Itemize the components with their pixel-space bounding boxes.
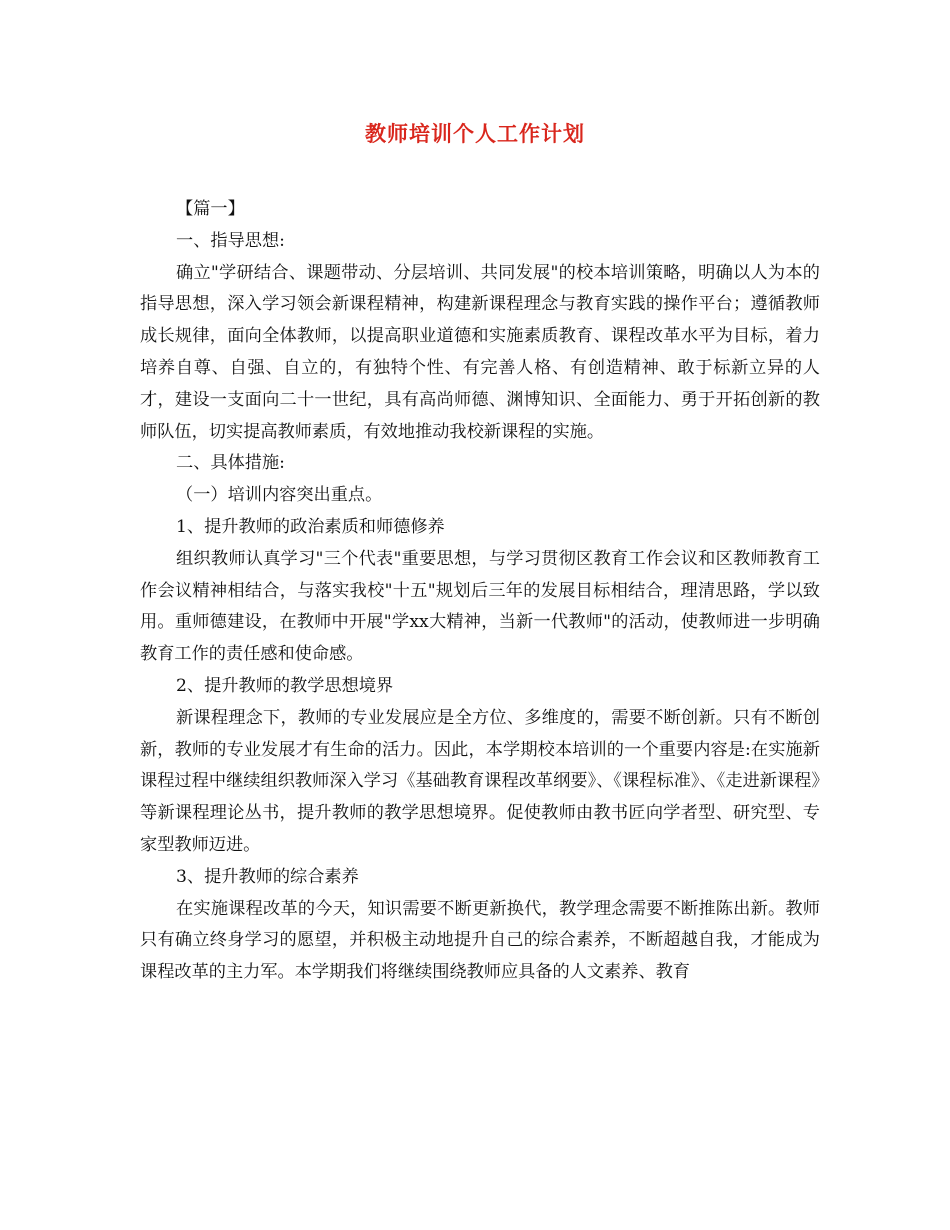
paragraph-item-2: 新课程理念下，教师的专业发展应是全方位、多维度的，需要不断创新。只有不断创新，教师的专业发展才有生命的活力。因此，本学期校本培训的一个重要内容是:在实施新课程过程中继续组织教师深入学习《基础教育课程改革纲要》、《课程标准》、《走进新课程》等新课程理论丛书，提升教师的教学思想境界。促使教师由教书匠向学者型、研究型、专家型教师迈进。 <box>140 707 820 855</box>
item-heading-2: 2、提升教师的教学思想境界 <box>176 675 394 696</box>
section-label: 【篇一】 <box>176 199 245 219</box>
heading-guiding-ideology: 一、指导思想: <box>176 230 285 251</box>
paragraph-guiding-ideology: 确立"学研结合、课题带动、分层培训、共同发展"的校本培训策略，明确以人为本的指导思想，深入学习领会新课程精神，构建新课程理念与教育实践的操作平台；遵循教师成长规律，面向全体教师，以提高职业道德和实施素质教育、课程改革水平为目标，着力培养自尊、自强、自立的，有独特个性、有完善人格、有创造精神、敢于标新立异的人才，建设一支面向二十一世纪，具有高尚师德、渊博知识、全面能力、勇于开拓创新的教师队伍，切实提高教师素质，有效地推动我校新课程的实施。 <box>140 262 820 442</box>
item-heading-1: 1、提升教师的政治素质和师德修养 <box>176 516 445 537</box>
heading-specific-measures: 二、具体措施: <box>176 453 285 474</box>
subheading-training-focus: （一）培训内容突出重点。 <box>176 485 383 506</box>
paragraph-item-3: 在实施课程改革的今天，知识需要不断更新换代，教学理念需要不断推陈出新。教师只有确立终身学习的愿望，并积极主动地提升自己的综合素养，不断超越自我，才能成为课程改革的主力军。本学期我们将继续围绕教师应具备的人文素养、教育 <box>140 898 820 983</box>
item-heading-3: 3、提升教师的综合素养 <box>176 866 359 887</box>
document-body <box>140 194 820 989</box>
paragraph-item-1: 组织教师认真学习"三个代表"重要思想，与学习贯彻区教育工作会议和区教师教育工作会议精神相结合，与落实我校"十五"规划后三年的发展目标相结合，理清思路，学以致用。重师德建设，在教师中开展"学xx大精神，当新一代教师"的活动，使教师进一步明确教育工作的责任感和使命感。 <box>140 548 820 665</box>
document-title: 教师培训个人工作计划 <box>365 121 585 146</box>
